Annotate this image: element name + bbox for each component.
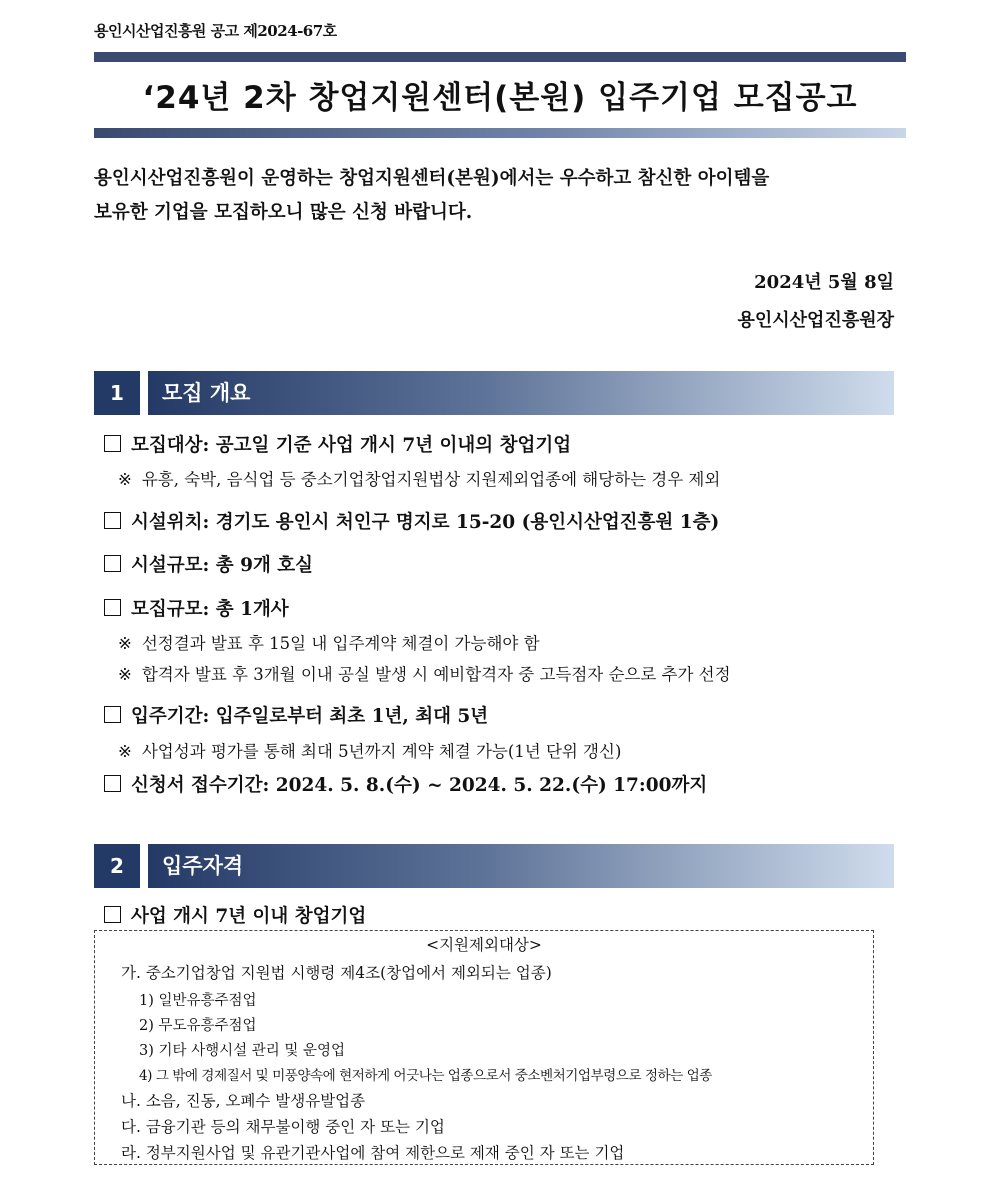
intro-line-1: 용인시산업진흥원이 운영하는 창업지원센터(본원)에서는 우수하고 참신한 아이템을 — [94, 168, 770, 189]
item-recruit-scale — [104, 595, 289, 621]
section-1-title: 모집 개요 — [162, 381, 251, 405]
item-application-period — [104, 771, 707, 797]
section-2-number: 2 — [94, 844, 140, 888]
item-facility-size — [104, 551, 313, 577]
intro-line-2: 보유한 기업을 모집하오니 많은 신청 바랍니다. — [94, 202, 473, 223]
exclusion-item-ga: 가. 중소기업창업 지원법 시행령 제4조(창업에서 제외되는 업종) — [121, 964, 552, 982]
section-1-bar — [148, 371, 894, 415]
checkbox-square-icon — [104, 512, 121, 529]
note-contract-deadline — [118, 630, 540, 654]
page-title: ‘24년 2차 창업지원센터(본원) 입주기업 모집공고 — [142, 80, 858, 116]
note-text: 사업성과 평가를 통해 최대 5년까지 계약 체결 가능(1년 단위 갱신) — [141, 742, 622, 761]
exclusion-box — [94, 930, 874, 1165]
note-text: 합격자 발표 후 3개월 이내 공실 발생 시 예비합격자 중 고득점자 순으로 추가 선정 — [141, 665, 731, 684]
reference-mark-icon: ※ — [118, 634, 132, 653]
item-facility-location — [104, 508, 719, 534]
checkbox-square-icon — [104, 706, 121, 723]
item-text: 신청서 접수기간: 2024. 5. 8.(수) ~ 2024. 5. 22.(수) 17:00까지 — [131, 775, 708, 796]
note-text: 선정결과 발표 후 15일 내 입주계약 체결이 가능해야 함 — [141, 634, 540, 653]
issuer-name: 용인시산업진흥원장 — [737, 310, 894, 331]
notice-number: 용인시산업진흥원 공고 제2024-67호 — [94, 22, 337, 40]
section-1-number: 1 — [94, 371, 140, 415]
item-recruit-target — [104, 431, 571, 457]
exclusion-sub-2: 2) 무도유흥주점업 — [139, 1018, 257, 1034]
section-2-header — [94, 844, 894, 888]
checkbox-square-icon — [104, 775, 121, 792]
item-text: 시설위치: 경기도 용인시 처인구 명지로 15-20 (용인시산업진흥원 1층) — [131, 512, 720, 533]
checkbox-square-icon — [104, 906, 121, 923]
item-text: 입주기간: 입주일로부터 최초 1년, 최대 5년 — [131, 706, 489, 727]
item-text: 시설규모: 총 9개 호실 — [131, 555, 313, 576]
title-block — [94, 52, 906, 138]
item-eligibility — [104, 902, 366, 928]
item-text: 사업 개시 7년 이내 창업기업 — [131, 906, 367, 927]
reference-mark-icon: ※ — [118, 665, 132, 684]
note-text: 유흥, 숙박, 음식업 등 중소기업창업지원법상 지원제외업종에 해당하는 경우 제외 — [141, 470, 721, 489]
checkbox-square-icon — [104, 435, 121, 452]
exclusion-title: <지원제외대상> — [426, 936, 542, 954]
reference-mark-icon: ※ — [118, 742, 132, 761]
section-2-bar — [148, 844, 894, 888]
note-excluded-industries — [118, 466, 720, 490]
item-text: 모집대상: 공고일 기준 사업 개시 7년 이내의 창업기업 — [131, 435, 572, 456]
checkbox-square-icon — [104, 555, 121, 572]
reference-mark-icon: ※ — [118, 470, 132, 489]
intro-paragraph — [94, 162, 906, 230]
item-tenancy-period — [104, 702, 488, 728]
exclusion-item-ra: 라. 정부지원사업 및 유관기관사업에 참여 제한으로 제재 중인 자 또는 기업 — [121, 1144, 625, 1162]
exclusion-item-na: 나. 소음, 진동, 오폐수 발생유발업종 — [121, 1092, 366, 1110]
note-contract-renewal — [118, 738, 621, 762]
section-2-title: 입주자격 — [162, 854, 244, 878]
exclusion-item-da: 다. 금융기관 등의 채무불이행 중인 자 또는 기업 — [121, 1118, 445, 1136]
title-bar-top — [94, 52, 906, 62]
announcement-date: 2024년 5월 8일 — [754, 272, 894, 293]
title-bar-bottom — [94, 128, 906, 138]
exclusion-sub-1: 1) 일반유흥주점업 — [139, 993, 257, 1009]
exclusion-sub-4: 4) 그 밖에 경제질서 및 미풍양속에 현저하게 어긋나는 업종으로서 중소벤처기업부령으로 정하는 업종 — [139, 1068, 712, 1084]
checkbox-square-icon — [104, 599, 121, 616]
section-1-header — [94, 371, 894, 415]
exclusion-sub-3: 3) 기타 사행시설 관리 및 운영업 — [139, 1043, 346, 1059]
note-reserve-selection — [118, 661, 731, 685]
item-text: 모집규모: 총 1개사 — [131, 599, 289, 620]
